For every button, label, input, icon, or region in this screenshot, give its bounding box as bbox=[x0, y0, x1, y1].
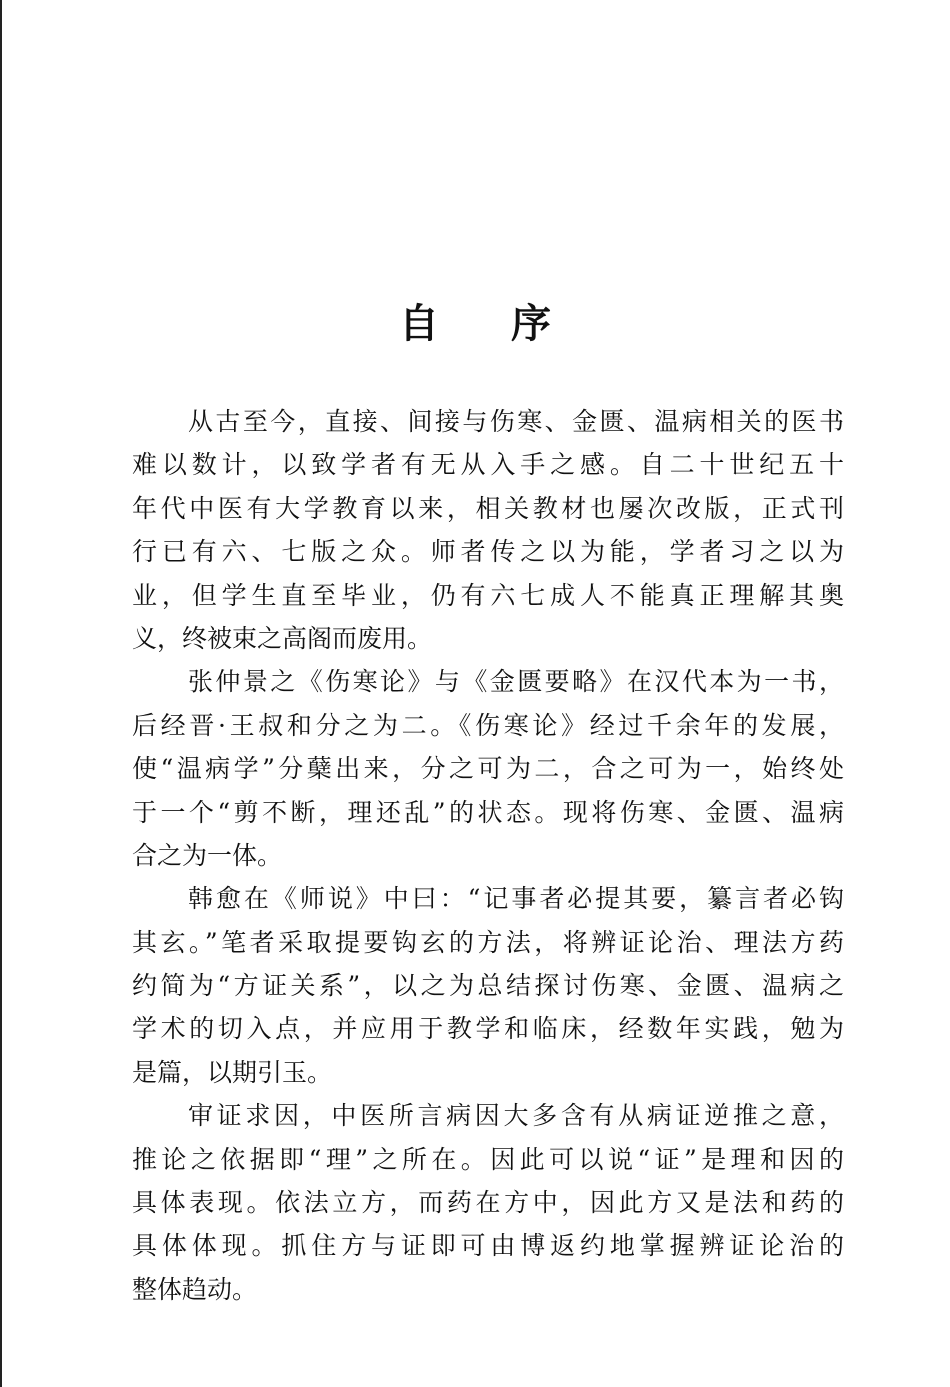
text-line: 年代中医有大学教育以来，相关教材也屡次改版，正式刊 bbox=[132, 493, 844, 523]
text-line: 整体趋动。 bbox=[132, 1274, 258, 1304]
text-line: 义，终被束之高阁而废用。 bbox=[132, 623, 433, 653]
text-line: 行已有六、七版之众。师者传之以为能，学者习之以为 bbox=[132, 537, 844, 567]
page-left-edge bbox=[0, 0, 2, 1387]
text-line: 约简为“方证关系”，以之为总结探讨伤寒、金匮、温病之 bbox=[132, 971, 844, 1001]
paragraph-1 bbox=[132, 400, 844, 660]
text-line: 韩愈在《师说》中曰：“记事者必提其要，纂言者必钩 bbox=[188, 884, 844, 914]
page-title bbox=[0, 296, 950, 352]
text-line: 具体体现。抓住方与证即可由博返约地掌握辨证论治的 bbox=[132, 1231, 844, 1261]
text-line: 难以数计，以致学者有无从入手之感。自二十世纪五十 bbox=[132, 450, 844, 480]
text-line: 其玄。”笔者采取提要钩玄的方法，将辨证论治、理法方药 bbox=[132, 927, 844, 957]
text-line: 于一个“剪不断，理还乱”的状态。现将伤寒、金匮、温病 bbox=[132, 797, 844, 827]
text-line: 合之为一体。 bbox=[132, 840, 283, 870]
paragraph-2 bbox=[132, 660, 844, 877]
text-line: 学术的切入点，并应用于教学和临床，经数年实践，勉为 bbox=[132, 1014, 844, 1044]
title-char-2: 序 bbox=[511, 301, 551, 347]
text-line: 审证求因，中医所言病因大多含有从病证逆推之意， bbox=[188, 1101, 844, 1131]
text-line: 后经晋·王叔和分之为二。《伤寒论》经过千余年的发展， bbox=[132, 710, 844, 740]
text-line: 从古至今，直接、间接与伤寒、金匮、温病相关的医书 bbox=[188, 407, 844, 436]
text-line: 推论之依据即“理”之所在。因此可以说“证”是理和因的 bbox=[132, 1144, 844, 1174]
paragraph-3 bbox=[132, 877, 844, 1094]
text-line: 使“温病学”分蘖出来，分之可为二，合之可为一，始终处 bbox=[132, 754, 844, 784]
text-line: 业，但学生直至毕业，仍有六七成人不能真正理解其奥 bbox=[132, 580, 844, 610]
text-line: 张仲景之《伤寒论》与《金匮要略》在汉代本为一书， bbox=[188, 667, 844, 697]
text-line: 具体表现。依法立方，而药在方中，因此方又是法和药的 bbox=[132, 1188, 844, 1218]
text-line: 是篇，以期引玉。 bbox=[132, 1057, 333, 1087]
title-char-1: 自 bbox=[399, 301, 439, 347]
preface-body bbox=[132, 400, 844, 1311]
paragraph-4 bbox=[132, 1094, 844, 1311]
